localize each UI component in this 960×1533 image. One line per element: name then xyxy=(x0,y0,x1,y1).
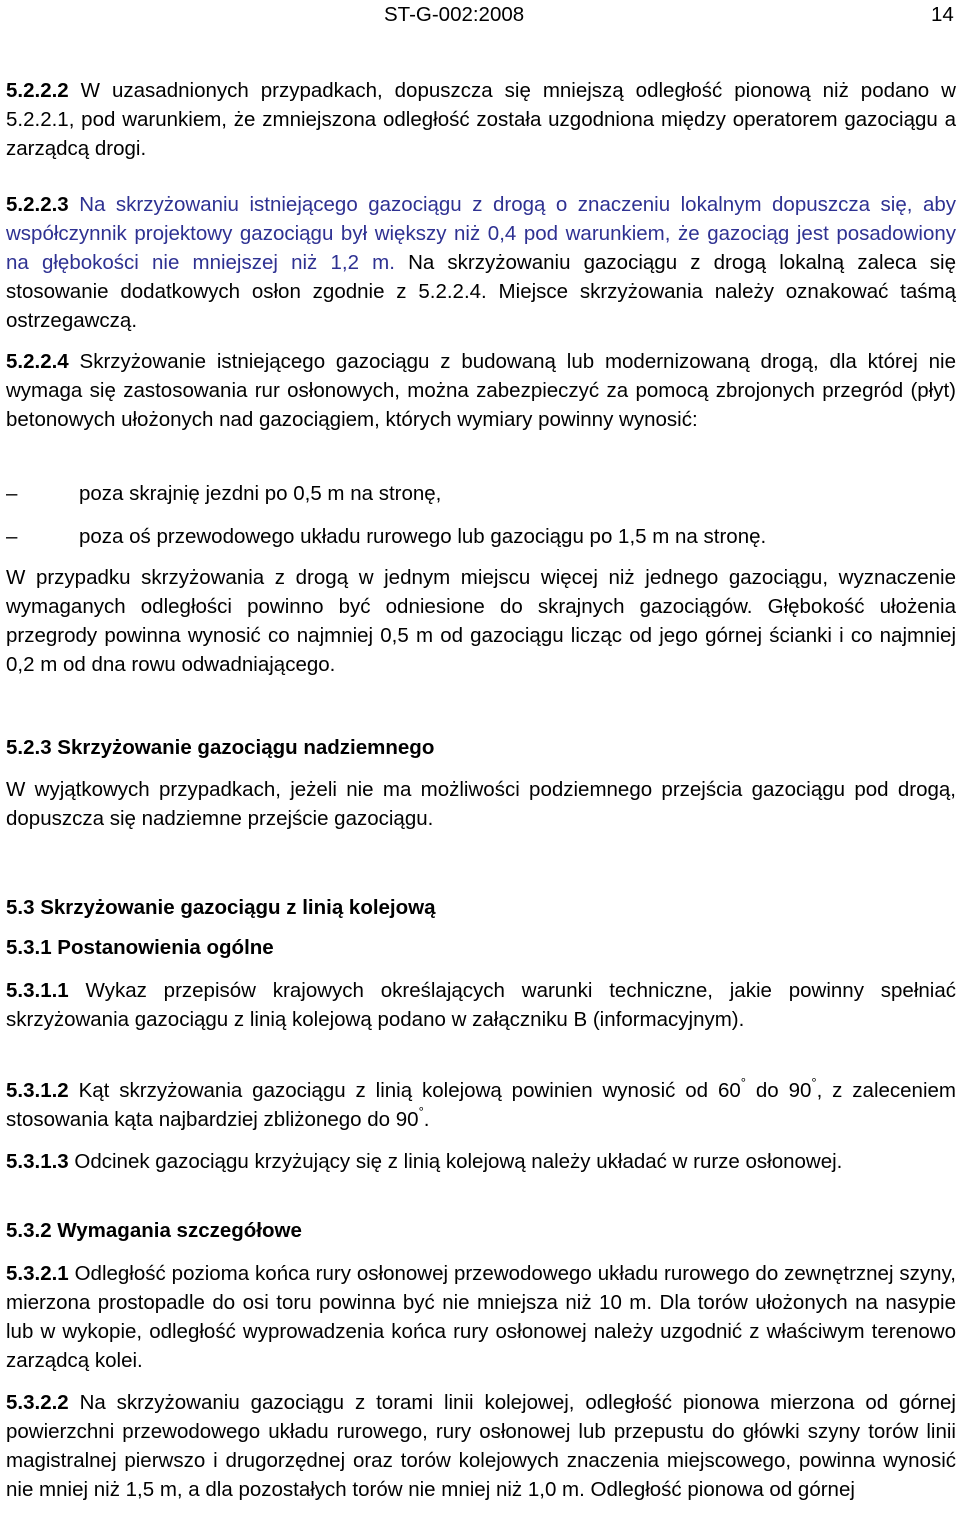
paragraph-text: W wyjątkowych przypadkach, jeżeli nie ma możliwości podziemnego przejścia gazociągu pod drogą, dopuszcza się nadziemne przejście gazociągu. xyxy=(6,778,956,830)
dash-bullet: – xyxy=(6,525,18,548)
dash-bullet: – xyxy=(6,482,18,505)
heading-5-3-1: 5.3.1 Postanowienia ogólne xyxy=(6,936,274,959)
clause-number: 5.2.2.4 xyxy=(6,350,69,373)
paragraph-5-3-2-1 xyxy=(6,1259,956,1375)
list-item-text: poza oś przewodowego układu rurowego lub gazociągu po 1,5 m na stronę. xyxy=(79,525,767,548)
paragraph-5-2-2-3 xyxy=(6,190,956,335)
degree-sign: ° xyxy=(811,1075,817,1091)
clause-number: 5.2.2.3 xyxy=(6,193,69,216)
clause-text: Na skrzyżowaniu gazociągu z torami linii kolejowej, odległość pionowa mierzona od górnej powierzchni przewodowego układu rurowego, rury osłonowej lub przepustu do główki szyny torów linii magistralnej pierwszo i drugorzędnej oraz torów kolejowych znaczenia miejscowego, powinna wynosić nie mniej niż 1,5 m, a dla pozostałych torów nie mniej niż 1,0 m. Odległość pionowa od górnej xyxy=(6,1391,956,1501)
clause-text-amended: Na skrzyżowaniu istniejącego gazociągu z drogą o znaczeniu lokalnym dopuszcza się, aby współczynnik projektowy gazociągu był większy niż 0,4 pod warunkiem, że gazociąg jest posadowiony na głębokości nie mniejszej niż 1,2 m. xyxy=(6,193,956,274)
paragraph-text: W przypadku skrzyżowania z drogą w jednym miejscu więcej niż jednego gazociągu, wyznaczenie wymaganych odległości powinno być odniesione do skrajnych gazociągów. Głębokość ułożenia przegrody powinna wynosić co najmniej 0,5 m od gazociągu licząc od jego górnej ścianki i co najmniej 0,2 m od dna rowu odwadniającego. xyxy=(6,566,956,676)
heading-5-3: 5.3 Skrzyżowanie gazociągu z linią kolejową xyxy=(6,896,436,919)
paragraph-5-2-3 xyxy=(6,775,956,833)
clause-text: Skrzyżowanie istniejącego gazociągu z budowaną lub modernizowaną drogą, dla której nie wymaga się zastosowania rur osłonowych, można zabezpieczyć za pomocą zbrojonych przegród (płyt) betonowych ułożonych nad gazociągiem, których wymiary powinny wynosić: xyxy=(6,350,956,431)
clause-number: 5.3.2.2 xyxy=(6,1391,69,1414)
paragraph-5-3-1-1 xyxy=(6,976,956,1034)
paragraph-5-2-2-4-continued xyxy=(6,563,956,679)
paragraph-5-3-1-3 xyxy=(6,1147,956,1176)
paragraph-5-3-1-2 xyxy=(6,1076,956,1134)
clause-text: . xyxy=(423,1108,430,1131)
page-number: 14 xyxy=(931,3,954,26)
list-item-text: poza skrajnię jezdni po 0,5 m na stronę, xyxy=(79,482,442,505)
paragraph-5-2-2-2 xyxy=(6,76,956,163)
clause-number: 5.3.1.1 xyxy=(6,979,69,1002)
clause-text: Odcinek gazociągu krzyżujący się z linią kolejową należy układać w rurze osłonowej. xyxy=(68,1150,843,1173)
clause-number: 5.3.2.1 xyxy=(6,1262,69,1285)
list-item xyxy=(0,522,960,551)
page-header xyxy=(0,0,960,30)
clause-text: W uzasadnionych przypadkach, dopuszcza się mniejszą odległość pionową niż podano w 5.2.2.1, pod warunkiem, że zmniejszona odległość została uzgodniona między operatorem gazociągu a zarządcą drogi. xyxy=(6,79,956,160)
clause-text: Na skrzyżowaniu gazociągu z drogą lokalną zaleca się stosowanie dodatkowych osłon zgodnie z 5.2.2.4. Miejsce skrzyżowania należy oznakować taśmą ostrzegawczą. xyxy=(6,251,956,332)
list-item xyxy=(0,479,960,508)
heading-5-3-2: 5.3.2 Wymagania szczegółowe xyxy=(6,1219,302,1242)
clause-text: Wykaz przepisów krajowych określających warunki techniczne, jakie powinny spełniać skrzyżowania gazociągu z linią kolejową podano w załączniku B (informacyjnym). xyxy=(6,979,956,1031)
clause-number: 5.3.1.2 xyxy=(6,1079,69,1102)
paragraph-5-3-2-2 xyxy=(6,1388,956,1504)
clause-text: do 90 xyxy=(745,1079,812,1102)
heading-5-2-3: 5.2.3 Skrzyżowanie gazociągu nadziemnego xyxy=(6,736,435,759)
clause-number: 5.3.1.3 xyxy=(6,1150,69,1173)
clause-text: Kąt skrzyżowania gazociągu z linią kolejową powinien wynosić od 60 xyxy=(68,1079,741,1102)
clause-text: , z zaleceniem stosowania kąta najbardziej zbliżonego do 90 xyxy=(6,1079,956,1131)
paragraph-5-2-2-4 xyxy=(6,347,956,434)
clause-number: 5.2.2.2 xyxy=(6,79,69,102)
degree-sign: ° xyxy=(740,1075,746,1091)
degree-sign: ° xyxy=(418,1104,424,1120)
clause-text: Odległość pozioma końca rury osłonowej przewodowego układu rurowego do zewnętrznej szyny, mierzona prostopadle do osi toru powinna być nie mniejsza niż 10 m. Dla torów ułożonych na nasypie lub w wykopie, odległość wyprowadzenia końca rury osłonowej należy uzgodnić z właściwym terenowo zarządcą kolei. xyxy=(6,1262,956,1372)
document-code: ST-G-002:2008 xyxy=(384,3,525,26)
